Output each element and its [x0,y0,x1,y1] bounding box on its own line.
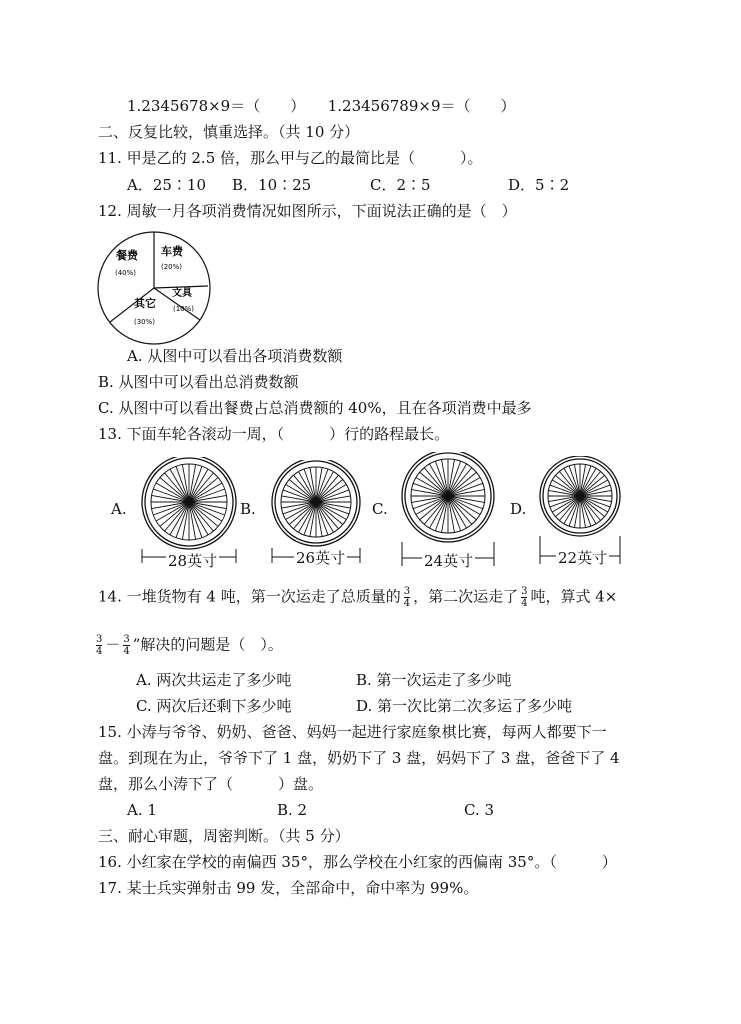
q13-option-c-label: C. [372,500,388,518]
pie-pct-wenju: (10%) [173,305,195,313]
q11-stem: 11. 甲是乙的 2.5 倍，那么甲与乙的最简比是（ ）。 [98,149,483,167]
q15-line-3: 盘，那么小涛下了（ ）盘。 [98,775,324,793]
q14-stem-line-2 [93,634,283,657]
q13-option-a-label: A. [111,500,127,518]
q15-line-1: 15. 小涛与爷爷、奶奶、爸爸、妈妈一起进行家庭象棋比赛，每两人都要下一 [98,723,607,741]
fraction-three-quarters: $\frac{3}{4}$ [123,634,130,657]
q14-option-a: A. 两次共运走了多少吨 [136,671,292,689]
q15-option-b: B. 2 [277,801,308,819]
q11-option-a: A．25∶10 [127,176,207,194]
q11-option-b: B．10∶25 [232,176,312,194]
q13-stem: 13. 下面车轮各滚动一周，（ ）行的路程最长。 [98,425,450,443]
q13-wheel-d-size: 22英寸 [558,549,608,567]
wheel-hub [577,493,583,499]
wheel-c [400,452,496,566]
q16: 16. 小红家在学校的南偏西 35°，那么学校在小红家的西偏南 35°。（ ） [98,853,617,871]
q14-stem-part-a: 14. 一堆货物有 4 吨，第一次运走了总质量的 [98,587,401,606]
q14-option-d: D. 第一次比第二次多运了多少吨 [356,697,573,715]
pie-pct-canfei: (40%) [115,269,137,277]
q11-option-d: D．5∶2 [508,176,570,194]
pie-label-canfei: 餐费 [116,249,138,262]
q14-stem-part-b: ，第二次运走了 [413,587,519,606]
q10-tail: 1.2345678×9＝（ ） 1.23456789×9＝（ ） [127,97,516,115]
wheel-hub [313,499,319,505]
pie-pct-chefei: (20%) [161,263,183,271]
q13-option-b-label: B. [240,500,256,518]
q15-line-2: 盘。到现在为止，爷爷下了 1 盘，奶奶下了 3 盘，妈妈下了 3 盘，爸爸下了 4 [98,749,620,767]
wheel-hub [445,493,451,499]
wheel-hub [186,499,192,505]
fraction-three-quarters: $\frac{3}{4}$ [403,586,411,609]
section-3-heading: 三、耐心审题，周密判断。（共 5 分） [98,827,350,845]
q14-option-c: C. 两次后还剩下多少吨 [136,697,292,715]
q12-option-a: A. 从图中可以看出各项消费数额 [127,347,343,365]
q13-wheel-b-size: 26英寸 [296,549,346,567]
q14-stem-line-2-text: ”解决的问题是（ ）。 [132,635,283,654]
q15-option-c: C. 3 [464,801,495,819]
q14-stem-part-c: 吨，算式 4× [530,587,618,606]
wheel-a [140,457,238,563]
pie-label-chefei: 车费 [161,245,183,258]
q12-option-b: B. 从图中可以看出总消费数额 [98,373,299,391]
section-2-heading: 二、反复比较，慎重选择。（共 10 分） [98,123,360,141]
q13-wheel-a-size: 28英寸 [168,552,218,570]
q13-option-d-label: D. [510,500,527,518]
minus-sign: － [105,635,121,654]
pie-pct-qita: (30%) [134,318,156,326]
fraction-three-quarters: $\frac{3}{4}$ [96,634,103,657]
q17: 17. 某士兵实弹射击 99 发，全部命中，命中率为 99%。 [98,879,479,897]
pie-chart [96,230,212,346]
q11-option-c: C．2∶5 [370,176,431,194]
q12-stem: 12. 周敏一月各项消费情况如图所示，下面说法正确的是（ ） [98,202,517,220]
fraction-three-quarters: $\frac{3}{4}$ [521,586,528,609]
q15-option-a: A. 1 [127,801,157,819]
q14-option-b: B. 第一次运走了多少吨 [356,671,512,689]
q14-stem [98,586,617,609]
pie-label-wenju: 文具 [172,288,192,299]
q13-wheel-c-size: 24英寸 [424,552,474,570]
pie-label-qita: 其它 [134,297,156,310]
q12-option-c: C. 从图中可以看出餐费占总消费额的 40%，且在各项消费中最多 [98,399,532,417]
